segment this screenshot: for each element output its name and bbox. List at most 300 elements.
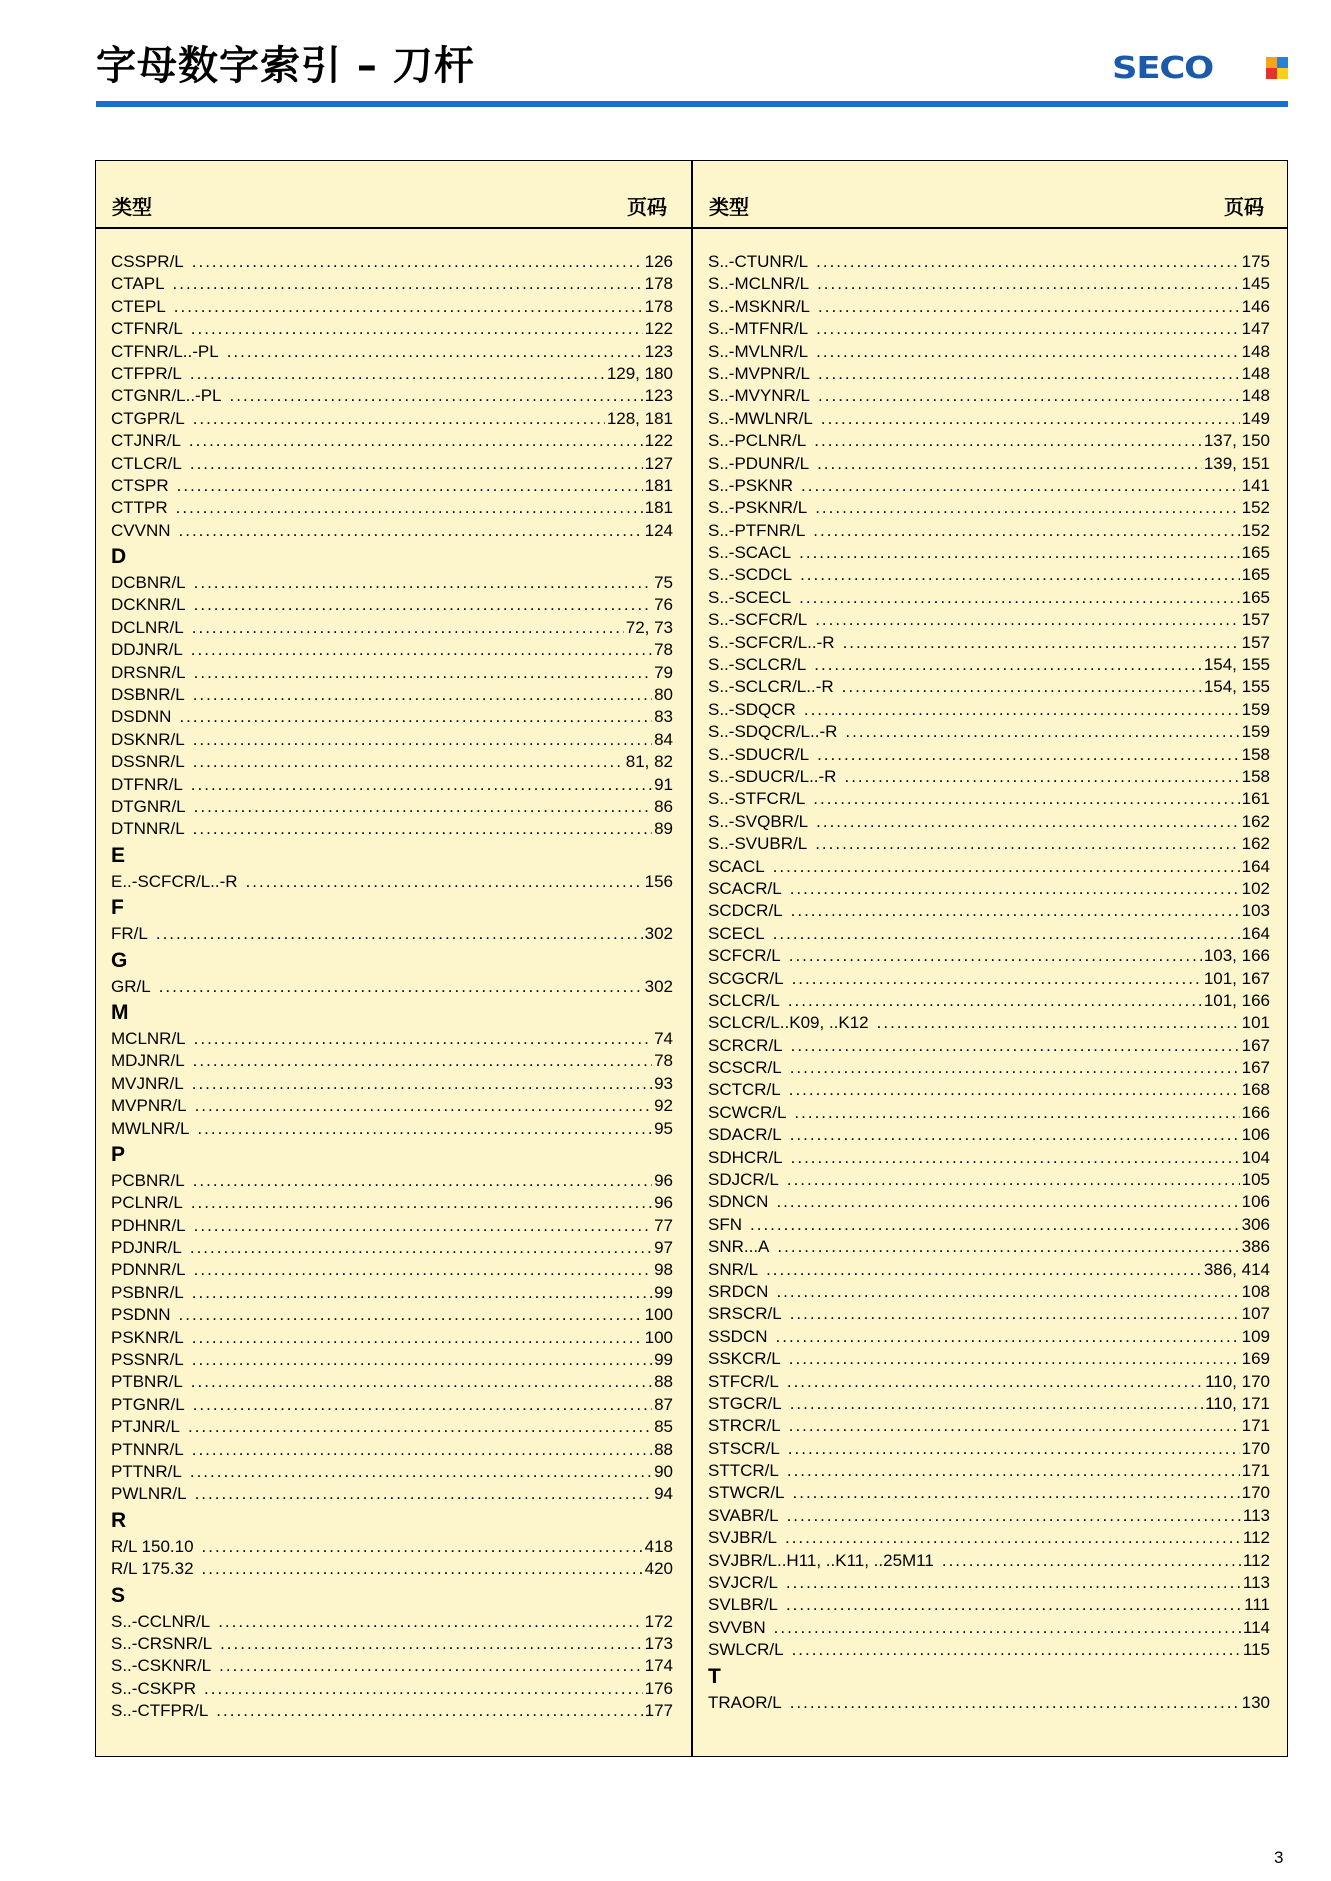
page-ref: 101: [1241, 1013, 1270, 1033]
page-ref: 93: [654, 1073, 673, 1093]
page-ref: 158: [1241, 766, 1270, 786]
index-row: [708, 1326, 1270, 1348]
index-row: [708, 811, 1270, 833]
index-row: [111, 1237, 673, 1259]
page-ref: 154, 155: [1203, 677, 1270, 697]
leader-dots: [788, 990, 1202, 1012]
tool-type: STTCR/L: [708, 1461, 779, 1481]
tool-type: DSKNR/L: [111, 729, 185, 749]
tool-type: SSDCN: [708, 1326, 768, 1346]
section-letter: F: [111, 896, 124, 920]
page-ref: 157: [1241, 632, 1270, 652]
leader-dots: [777, 1236, 1239, 1258]
tool-type: S..-PSKNR: [708, 475, 794, 495]
section-letter: E: [111, 843, 126, 867]
page-ref: 181: [644, 498, 673, 518]
leader-dots: [776, 1326, 1240, 1348]
tool-type: DCKNR/L: [111, 595, 186, 615]
leader-dots: [815, 609, 1239, 631]
tool-type: DSSNR/L: [111, 752, 185, 772]
page-ref: 178: [644, 274, 673, 294]
tool-type: PTTNR/L: [111, 1461, 182, 1481]
tool-type: S..-MCLNR/L: [708, 274, 810, 294]
index-row: [708, 1527, 1270, 1549]
index-row: [708, 497, 1270, 519]
brand-name: SECO: [1112, 51, 1214, 86]
leader-dots: [790, 1057, 1240, 1079]
leader-dots: [219, 1655, 642, 1677]
index-row: [708, 968, 1270, 990]
tool-type: R/L 150.10: [111, 1536, 194, 1556]
index-row: [708, 1147, 1270, 1169]
tool-type: PDHNR/L: [111, 1215, 186, 1235]
tool-type: S..-SDUCR/L: [708, 744, 810, 764]
leader-dots: [230, 385, 643, 407]
tool-type: SVJBR/L: [708, 1528, 777, 1548]
tool-type: S..-CSKPR: [111, 1678, 197, 1698]
leader-dots: [776, 1281, 1239, 1303]
page-ref: 100: [644, 1305, 673, 1325]
tool-type: SVJCR/L: [708, 1573, 778, 1593]
tool-type: S..-SDUCR/L..-R: [708, 766, 837, 786]
index-row: [111, 1327, 673, 1349]
index-row: [111, 251, 673, 273]
leader-dots: [202, 1558, 643, 1580]
page-ref: 178: [644, 296, 673, 316]
leader-dots: [818, 385, 1240, 407]
leader-dots: [190, 1461, 652, 1483]
leader-dots: [790, 1124, 1240, 1146]
index-row: [708, 1012, 1270, 1034]
tool-type: S..-MVYNR/L: [708, 386, 811, 406]
page-title: 字母数字索引 – 刀杆: [96, 43, 475, 89]
page-ref: 78: [654, 1051, 673, 1071]
leader-dots: [844, 766, 1239, 788]
index-row: [708, 1393, 1270, 1415]
section-letter: D: [111, 545, 127, 569]
leader-dots: [813, 788, 1239, 810]
leader-dots: [843, 632, 1240, 654]
tool-type: S..-SCFCR/L..-R: [708, 632, 835, 652]
logo-mark-icon: [1266, 57, 1288, 79]
index-row: [708, 587, 1270, 609]
page-ref: 75: [654, 573, 673, 593]
page-ref: 89: [654, 819, 673, 839]
tool-type: S..-SCLCR/L..-R: [708, 677, 834, 697]
tool-type: SRDCN: [708, 1281, 769, 1301]
page-ref: 171: [1241, 1416, 1270, 1436]
tool-type: PSSNR/L: [111, 1350, 184, 1370]
tool-type: SDHCR/L: [708, 1147, 783, 1167]
page-ref: 112: [1242, 1528, 1270, 1548]
tool-type: MDJNR/L: [111, 1051, 185, 1071]
tool-type: STRCR/L: [708, 1416, 781, 1436]
tool-type: PWLNR/L: [111, 1484, 187, 1504]
leader-dots: [818, 296, 1240, 318]
tool-type: PSKNR/L: [111, 1327, 184, 1347]
page-ref: 181: [644, 475, 673, 495]
tool-type: SDACR/L: [708, 1125, 782, 1145]
leader-dots: [191, 318, 643, 340]
leader-dots: [821, 408, 1240, 430]
tool-type: S..-SCLCR/L: [708, 655, 807, 675]
index-row: [708, 520, 1270, 542]
index-row: [111, 1611, 673, 1633]
index-row: [708, 766, 1270, 788]
section-letter: T: [708, 1664, 721, 1688]
page-ref: 162: [1241, 811, 1270, 831]
index-row: [708, 1438, 1270, 1460]
index-row: [708, 1281, 1270, 1303]
page-ref: 129, 180: [606, 363, 673, 383]
tool-type: PTBNR/L: [111, 1372, 183, 1392]
page-ref: 123: [644, 386, 673, 406]
index-row: [708, 878, 1270, 900]
page-ref: 147: [1241, 319, 1270, 339]
tool-type: SRSCR/L: [708, 1304, 782, 1324]
index-row: [708, 1236, 1270, 1258]
leader-dots: [790, 1393, 1203, 1415]
tool-type: DCBNR/L: [111, 573, 186, 593]
tool-type: DCLNR/L: [111, 617, 184, 637]
tool-type: SCACL: [708, 856, 765, 876]
page-ref: 420: [644, 1559, 673, 1579]
tool-type: S..-SCFCR/L: [708, 610, 808, 630]
page-ref: 170: [1241, 1438, 1270, 1458]
tool-type: S..-MVPNR/L: [708, 363, 811, 383]
tool-type: S..-CTFPR/L: [111, 1701, 209, 1721]
header-divider: [96, 227, 1287, 229]
leader-dots: [813, 520, 1239, 542]
page-ref: 95: [654, 1118, 673, 1138]
leader-dots: [218, 1611, 642, 1633]
tool-type: DTNNR/L: [111, 819, 185, 839]
page-ref: 149: [1241, 408, 1270, 428]
leader-dots: [156, 923, 643, 945]
tool-type: CTLCR/L: [111, 453, 182, 473]
leader-dots: [750, 1214, 1240, 1236]
index-row: [111, 1461, 673, 1483]
page-ref: 146: [1241, 296, 1270, 316]
index-row: [708, 1259, 1270, 1281]
tool-type: S..-CCLNR/L: [111, 1611, 211, 1631]
leader-dots: [246, 871, 643, 893]
tool-type: SVLBR/L: [708, 1595, 778, 1615]
index-row: [708, 1303, 1270, 1325]
leader-dots: [174, 296, 643, 318]
index-row: [111, 774, 673, 796]
index-row: [708, 273, 1270, 295]
index-row: [111, 1215, 673, 1237]
leader-dots: [194, 572, 652, 594]
index-row: [111, 684, 673, 706]
leader-dots: [202, 1536, 643, 1558]
tool-type: S..-PDUNR/L: [708, 453, 810, 473]
index-row: [111, 453, 673, 475]
leader-dots: [194, 1028, 652, 1050]
tool-type: SCTCR/L: [708, 1080, 781, 1100]
index-row: [708, 1102, 1270, 1124]
index-row: [708, 1124, 1270, 1146]
index-row: [708, 1191, 1270, 1213]
page-ref: 77: [654, 1215, 673, 1235]
tool-type: R/L 175.32: [111, 1559, 194, 1579]
index-row: [111, 1483, 673, 1505]
page-ref: 96: [654, 1193, 673, 1213]
tool-type: DSDNN: [111, 707, 172, 727]
index-row: [708, 632, 1270, 654]
page-ref: 92: [654, 1096, 673, 1116]
leader-dots: [193, 408, 605, 430]
page-ref: 137, 150: [1203, 431, 1270, 451]
page-ref: 164: [1241, 923, 1270, 943]
tool-type: SVABR/L: [708, 1505, 779, 1525]
leader-dots: [787, 1460, 1240, 1482]
index-row: [111, 1558, 673, 1580]
index-row: [708, 609, 1270, 631]
index-row: [708, 900, 1270, 922]
page-ref: 306: [1241, 1214, 1270, 1234]
tool-type: S..-MSKNR/L: [708, 296, 811, 316]
page-ref: 107: [1241, 1304, 1270, 1324]
tool-type: S..-MWLNR/L: [708, 408, 813, 428]
index-row: [708, 1692, 1270, 1714]
leader-dots: [193, 818, 652, 840]
index-row: [111, 871, 673, 893]
leader-dots: [793, 1482, 1240, 1504]
page-ref: 128, 181: [606, 408, 673, 428]
tool-type: DSBNR/L: [111, 685, 185, 705]
page-ref: 162: [1241, 834, 1270, 854]
tool-type: DRSNR/L: [111, 662, 186, 682]
tool-type: PCBNR/L: [111, 1170, 185, 1190]
page-ref: 165: [1241, 543, 1270, 563]
index-row: [111, 729, 673, 751]
tool-type: S..-SVQBR/L: [708, 811, 809, 831]
leader-dots: [789, 1348, 1240, 1370]
page-ref: 87: [654, 1394, 673, 1414]
right-type-header: 类型: [709, 195, 749, 219]
leader-dots: [791, 1035, 1240, 1057]
index-row: [111, 1095, 673, 1117]
page-ref: 148: [1241, 341, 1270, 361]
page-ref: 101, 167: [1203, 968, 1270, 988]
tool-type: SDJCR/L: [708, 1170, 779, 1190]
page-ref: 111: [1244, 1595, 1270, 1615]
leader-dots: [816, 811, 1239, 833]
section-letter: S: [111, 1583, 126, 1607]
page-ref: 152: [1241, 498, 1270, 518]
index-row: [111, 363, 673, 385]
page-ref: 88: [654, 1439, 673, 1459]
page-ref: 170: [1241, 1483, 1270, 1503]
tool-type: SVJBR/L..H11, ..K11, ..25M11: [708, 1550, 934, 1570]
index-row: [708, 363, 1270, 385]
tool-type: S..-MVLNR/L: [708, 341, 809, 361]
page-ref: 72, 73: [625, 617, 673, 637]
index-row: [111, 408, 673, 430]
index-row: [111, 318, 673, 340]
leader-dots: [790, 1303, 1240, 1325]
leader-dots: [192, 1349, 652, 1371]
leader-dots: [817, 273, 1240, 295]
tool-type: SWLCR/L: [708, 1640, 784, 1660]
index-row: [708, 564, 1270, 586]
index-row: [708, 385, 1270, 407]
leader-dots: [190, 1237, 652, 1259]
leader-dots: [191, 639, 652, 661]
tool-type: GR/L: [111, 976, 151, 996]
page-ref: 113: [1242, 1505, 1270, 1525]
section-letter: G: [111, 948, 128, 972]
page-ref: 108: [1241, 1281, 1270, 1301]
page-ref: 109: [1241, 1326, 1270, 1346]
page-ref: 175: [1241, 252, 1270, 271]
page-ref: 104: [1241, 1147, 1270, 1167]
leader-dots: [197, 1118, 652, 1140]
leader-dots: [815, 497, 1239, 519]
page-ref: 110, 171: [1205, 1393, 1270, 1413]
page-ref: 386, 414: [1203, 1259, 1270, 1279]
leader-dots: [776, 1191, 1239, 1213]
page-ref: 88: [654, 1372, 673, 1392]
page-ref: 83: [654, 707, 673, 727]
index-row: [708, 990, 1270, 1012]
leader-dots: [195, 1483, 653, 1505]
leader-dots: [804, 699, 1240, 721]
page-ref: 84: [654, 729, 673, 749]
index-row: [111, 1118, 673, 1140]
tool-type: CTAPL: [111, 274, 165, 294]
leader-dots: [814, 430, 1202, 452]
tool-type: CTJNR/L: [111, 431, 181, 451]
tool-type: MVPNR/L: [111, 1096, 187, 1116]
index-row: [111, 1073, 673, 1095]
column-divider: [691, 161, 693, 1756]
page-ref: 154, 155: [1203, 655, 1270, 675]
page-ref: 105: [1241, 1170, 1270, 1190]
leader-dots: [204, 1678, 643, 1700]
tool-type: CTFPR/L: [111, 363, 182, 383]
leader-dots: [845, 721, 1239, 743]
page-ref: 106: [1241, 1125, 1270, 1145]
page-ref: 85: [654, 1417, 673, 1437]
index-row: [111, 273, 673, 295]
page-ref: 168: [1241, 1080, 1270, 1100]
left-type-header: 类型: [112, 195, 152, 219]
page-ref: 91: [654, 774, 673, 794]
tool-type: E..-SCFCR/L..-R: [111, 871, 238, 891]
tool-type: STWCR/L: [708, 1483, 785, 1503]
tool-type: STFCR/L: [708, 1371, 779, 1391]
page-ref: 97: [654, 1238, 673, 1258]
index-row: [708, 1572, 1270, 1594]
leader-dots: [790, 878, 1240, 900]
leader-dots: [816, 341, 1239, 363]
tool-type: STGCR/L: [708, 1393, 782, 1413]
index-row: [708, 318, 1270, 340]
page-ref: 115: [1242, 1640, 1270, 1660]
leader-dots: [191, 1371, 652, 1393]
page-ref: 124: [644, 520, 673, 540]
tool-type: MCLNR/L: [111, 1028, 186, 1048]
leader-dots: [785, 1527, 1241, 1549]
page-ref: 148: [1241, 363, 1270, 383]
index-row: [708, 251, 1270, 273]
leader-dots: [193, 1394, 652, 1416]
index-row: [708, 1594, 1270, 1616]
tool-type: S..-CRSNR/L: [111, 1633, 213, 1653]
tool-type: CTSPR: [111, 475, 169, 495]
index-row: [708, 1482, 1270, 1504]
tool-type: SDNCN: [708, 1192, 769, 1212]
section-letter: M: [111, 1000, 129, 1024]
leader-dots: [791, 900, 1240, 922]
index-row: [708, 744, 1270, 766]
page-ref: 166: [1241, 1102, 1270, 1122]
page-ref: 81, 82: [625, 752, 673, 772]
leader-dots: [194, 796, 652, 818]
page-ref: 167: [1241, 1058, 1270, 1078]
tool-type: SFN: [708, 1214, 742, 1234]
page-ref: 165: [1241, 587, 1270, 607]
leader-dots: [773, 923, 1240, 945]
index-row: [111, 1394, 673, 1416]
page-ref: 302: [644, 976, 673, 996]
page-ref: 102: [1241, 878, 1270, 898]
leader-dots: [790, 1692, 1240, 1714]
index-row: [708, 453, 1270, 475]
page-ref: 145: [1241, 274, 1270, 294]
page-ref: 78: [654, 640, 673, 660]
page-ref: 114: [1242, 1617, 1270, 1637]
page-ref: 171: [1241, 1461, 1270, 1481]
tool-type: S..-SCDCL: [708, 565, 793, 585]
tool-type: PDNNR/L: [111, 1260, 186, 1280]
page-ref: 122: [644, 319, 673, 339]
page-ref: 94: [654, 1484, 673, 1504]
index-row: [708, 1371, 1270, 1393]
page-ref: 176: [644, 1678, 673, 1698]
tool-type: S..-PTFNR/L: [708, 520, 806, 540]
index-row: [708, 1348, 1270, 1370]
index-row: [111, 1633, 673, 1655]
tool-type: S..-CSKNR/L: [111, 1656, 212, 1676]
page-ref: 122: [644, 431, 673, 451]
tool-type: SCWCR/L: [708, 1102, 787, 1122]
page-ref: 76: [654, 595, 673, 615]
index-row: [111, 923, 673, 945]
tool-type: PTNNR/L: [111, 1439, 184, 1459]
tool-type: CTFNR/L: [111, 319, 183, 339]
leader-dots: [942, 1550, 1241, 1572]
index-row: [111, 1170, 673, 1192]
index-row: [111, 497, 673, 519]
index-row: [708, 1550, 1270, 1572]
tool-type: S..-MTFNR/L: [708, 319, 809, 339]
tool-type: S..-STFCR/L: [708, 789, 806, 809]
tool-type: PTGNR/L: [111, 1394, 185, 1414]
page-ref: 110, 170: [1205, 1371, 1270, 1391]
leader-dots: [194, 594, 652, 616]
tool-type: STSCR/L: [708, 1438, 780, 1458]
leader-dots: [189, 430, 643, 452]
leader-dots: [159, 976, 643, 998]
page-ref: 106: [1241, 1192, 1270, 1212]
leader-dots: [787, 1169, 1240, 1191]
leader-dots: [177, 475, 643, 497]
page-ref: 167: [1241, 1035, 1270, 1055]
